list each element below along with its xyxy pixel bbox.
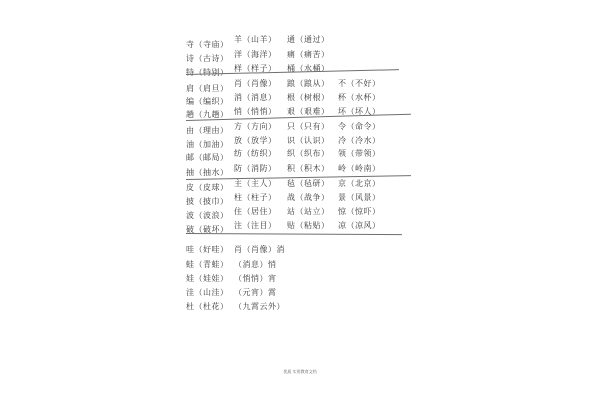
vocab-entry: 桶（水桶） bbox=[287, 64, 330, 73]
vocab-entry: 由（理由） bbox=[186, 126, 229, 135]
vocab-entry: 编（编织） bbox=[186, 97, 229, 106]
vocab-entry: 破（破坏） bbox=[186, 225, 229, 234]
vocab-entry: 识（认识） bbox=[287, 136, 330, 145]
vocab-entry: 哇（好哇） bbox=[186, 245, 229, 254]
vocab-entry: 洋（海洋） bbox=[234, 50, 277, 59]
vocab-entry: 踉（踉从） bbox=[287, 79, 330, 88]
vocab-entry: 令（命令） bbox=[338, 122, 381, 131]
vocab-entry: 羊（山羊） bbox=[234, 35, 277, 44]
vocab-entry: 娃（娃娃） bbox=[186, 274, 229, 283]
vocab-entry: 积（积木） bbox=[287, 164, 330, 173]
vocab-entry: 站（站立） bbox=[287, 207, 330, 216]
vocab-entry: 惊（惊吓） bbox=[338, 207, 381, 216]
vocab-entry: （消息）悄 bbox=[234, 260, 277, 269]
vocab-entry: 只（只有） bbox=[287, 122, 330, 131]
vocab-entry: 蛙（青蛙） bbox=[186, 260, 229, 269]
vocab-entry: 痛（痛苦） bbox=[287, 50, 330, 59]
vocab-entry: 肖（肖像）消 bbox=[234, 245, 285, 254]
vocab-entry: 样（样子） bbox=[234, 64, 277, 73]
vocab-entry: 披（披巾） bbox=[186, 197, 229, 206]
vocab-entry: 住（居住） bbox=[234, 207, 277, 216]
vocab-entry: 肖（肖像） bbox=[234, 79, 277, 88]
vocab-entry: 肩（肩旦） bbox=[186, 84, 229, 93]
page-footer: 优质 实用教育文档 bbox=[283, 369, 317, 374]
vocab-entry: 皮（皮球） bbox=[186, 183, 229, 192]
vocab-entry: 通（通过） bbox=[287, 35, 330, 44]
vocab-entry: 坏（坏人） bbox=[338, 107, 381, 116]
vocab-entry: （九霄云外） bbox=[234, 302, 285, 311]
vocab-entry: 寺（寺庙） bbox=[186, 40, 229, 49]
vocab-entry: 注（注目） bbox=[234, 221, 277, 230]
vocab-entry: 毡（毡研） bbox=[287, 179, 330, 188]
vocab-entry: 贴（粘贴） bbox=[287, 221, 330, 230]
vocab-entry: 波（波浪） bbox=[186, 211, 229, 220]
vocab-entry: 战（战争） bbox=[287, 193, 330, 202]
vocab-entry: 织（织布） bbox=[287, 149, 330, 158]
vocab-entry: 纺（纺织） bbox=[234, 149, 277, 158]
vocab-entry: 根（树根） bbox=[287, 93, 330, 102]
vocab-entry: 放（放学） bbox=[234, 136, 277, 145]
vocab-entry: 邮（邮局） bbox=[186, 153, 229, 162]
vocab-entry: 主（主人） bbox=[234, 179, 277, 188]
vocab-entry: 凉（凉风） bbox=[338, 221, 381, 230]
vocab-entry: （元宵）霄 bbox=[234, 288, 277, 297]
vocab-entry: 特（特别） bbox=[186, 68, 229, 77]
vocab-entry: 悄（悄悄） bbox=[234, 107, 277, 116]
vocab-entry: 杯（水杯） bbox=[338, 93, 381, 102]
vocab-entry: 京（北京） bbox=[338, 179, 381, 188]
vocab-entry: 景（风景） bbox=[338, 193, 381, 202]
vocab-entry: 方（方向） bbox=[234, 122, 277, 131]
vocab-entry: 不（不好） bbox=[338, 79, 381, 88]
vocab-entry: 杜（杜花） bbox=[186, 302, 229, 311]
vocab-entry: 油（加油） bbox=[186, 140, 229, 149]
vocab-entry: 防（消防） bbox=[234, 164, 277, 173]
vocab-entry: （悄悄）宵 bbox=[234, 274, 277, 283]
vocab-entry: 趟（九趟） bbox=[186, 110, 229, 119]
vocab-entry: 消（消息） bbox=[234, 93, 277, 102]
vocab-entry: 洼（山洼） bbox=[186, 288, 229, 297]
vocab-entry: 诗（古诗） bbox=[186, 54, 229, 63]
vocab-entry: 艰（艰难） bbox=[287, 107, 330, 116]
vocab-entry: 柱（柱子） bbox=[234, 193, 277, 202]
vocab-entry: 抽（抽水） bbox=[186, 168, 229, 177]
vocab-entry: 岭（岭南） bbox=[338, 164, 381, 173]
vocab-entry: 领（带领） bbox=[338, 149, 381, 158]
vocab-entry: 冷（冷水） bbox=[338, 136, 381, 145]
